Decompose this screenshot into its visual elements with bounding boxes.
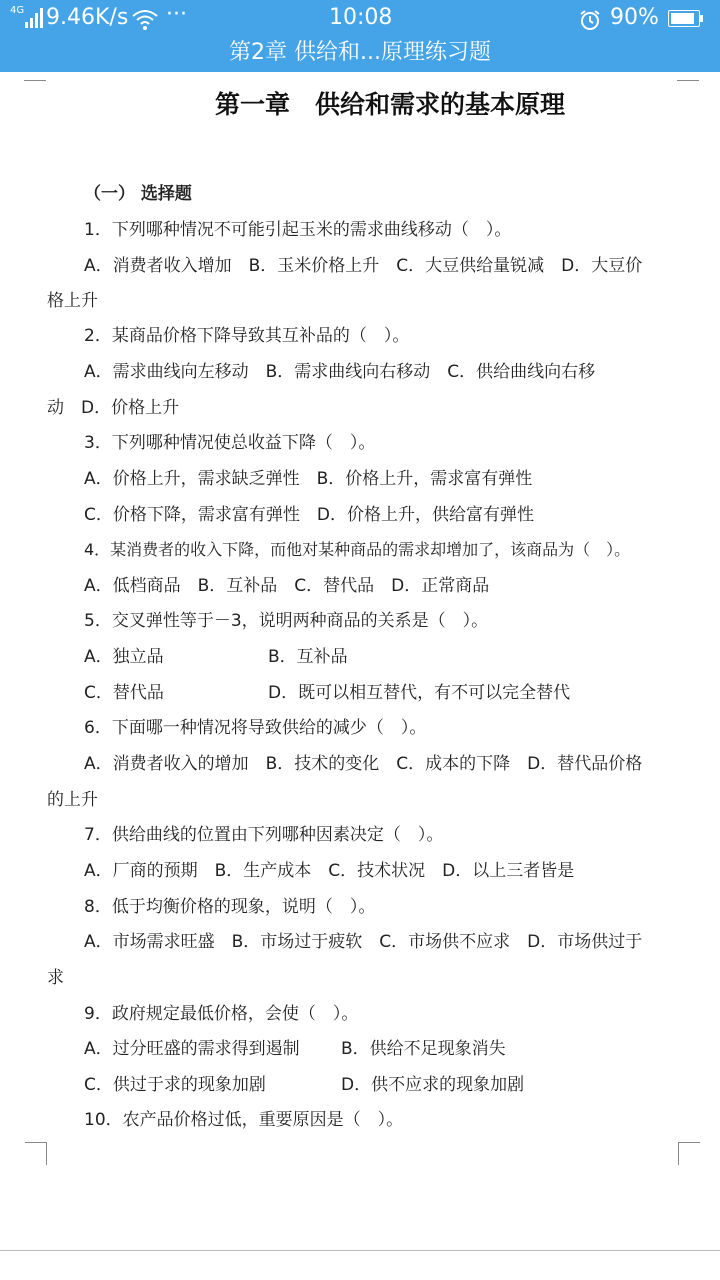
option-line: 求 bbox=[47, 968, 64, 988]
signal-icon bbox=[10, 5, 40, 28]
option-line: A．低档商品 B．互补品 C．替代品 D．正常商品 bbox=[84, 576, 490, 596]
question-line: 7．供给曲线的位置由下列哪种因素决定（ ）。 bbox=[84, 825, 444, 845]
wifi-icon bbox=[132, 8, 158, 30]
option-line: A．市场需求旺盛 B．市场过于疲软 C．市场供不应求 D．市场供过于 bbox=[84, 932, 643, 952]
question-line: 4．某消费者的收入下降，而他对某种商品的需求却增加了，该商品为（ ）。 bbox=[84, 540, 631, 559]
question-line: 2．某商品价格下降导致其互补品的（ ）。 bbox=[84, 326, 410, 346]
option-line: 格上升 bbox=[47, 291, 98, 311]
option-line: C．价格下降，需求富有弹性 D．价格上升，供给富有弹性 bbox=[84, 505, 534, 525]
question-line: 8．低于均衡价格的现象，说明（ ）。 bbox=[84, 897, 376, 917]
option-line: A．价格上升，需求缺乏弹性 B．价格上升，需求富有弹性 bbox=[84, 469, 533, 489]
option-line: A．独立品 bbox=[84, 647, 164, 667]
question-line: 10．农产品价格过低，重要原因是（ ）。 bbox=[84, 1110, 404, 1130]
alarm-icon bbox=[579, 9, 601, 31]
question-line: 5．交叉弹性等于－3，说明两种商品的关系是（ ）。 bbox=[84, 611, 489, 631]
more-notifications-icon: ··· bbox=[166, 2, 187, 27]
option-line: A．过分旺盛的需求得到遏制 bbox=[84, 1039, 300, 1059]
network-speed: 9.46K/s bbox=[46, 5, 129, 30]
option-line: 的上升 bbox=[47, 790, 98, 810]
option-line: A．需求曲线向左移动 B．需求曲线向右移动 C．供给曲线向右移 bbox=[84, 362, 596, 382]
top-bar bbox=[0, 0, 720, 72]
option-line: C．替代品 bbox=[84, 683, 164, 703]
network-type: 4G bbox=[10, 5, 25, 16]
option-line: D．供不应求的现象加剧 bbox=[341, 1075, 525, 1095]
clock: 10:08 bbox=[329, 5, 393, 30]
option-line: A．厂商的预期 B．生产成本 C．技术状况 D．以上三者皆是 bbox=[84, 861, 575, 881]
option-line: D．既可以相互替代，有不可以完全替代 bbox=[268, 683, 571, 703]
question-line: 6．下面哪一种情况将导致供给的减少（ ）。 bbox=[84, 718, 427, 738]
battery-icon bbox=[668, 10, 704, 27]
option-line: B．互补品 bbox=[268, 647, 348, 667]
battery-percent: 90% bbox=[610, 5, 659, 30]
question-line: 3．下列哪种情况使总收益下降（ ）。 bbox=[84, 433, 376, 453]
chapter-heading: 第一章 供给和需求的基本原理 bbox=[214, 90, 565, 119]
page-divider bbox=[0, 1250, 720, 1251]
option-line: B．供给不足现象消失 bbox=[341, 1039, 506, 1059]
option-line: 动 D．价格上升 bbox=[47, 398, 180, 418]
page-corner-mark bbox=[677, 72, 699, 81]
question-line: 1．下列哪种情况不可能引起玉米的需求曲线移动（ ）。 bbox=[84, 220, 512, 240]
option-line: C．供过于求的现象加剧 bbox=[84, 1075, 266, 1095]
status-bar bbox=[0, 0, 720, 36]
document-title[interactable]: 第2章 供给和...原理练习题 bbox=[229, 40, 491, 65]
page-corner-mark bbox=[25, 1142, 47, 1165]
option-line: A．消费者收入增加 B．玉米价格上升 C．大豆供给量锐减 D．大豆价 bbox=[84, 256, 643, 276]
option-line: A．消费者收入的增加 B．技术的变化 C．成本的下降 D．替代品价格 bbox=[84, 754, 643, 774]
question-line: 9．政府规定最低价格，会使（ ）。 bbox=[84, 1004, 359, 1024]
section-heading: （一） 选择题 bbox=[84, 184, 192, 204]
page-corner-mark bbox=[678, 1142, 700, 1165]
page-corner-mark bbox=[24, 72, 46, 81]
